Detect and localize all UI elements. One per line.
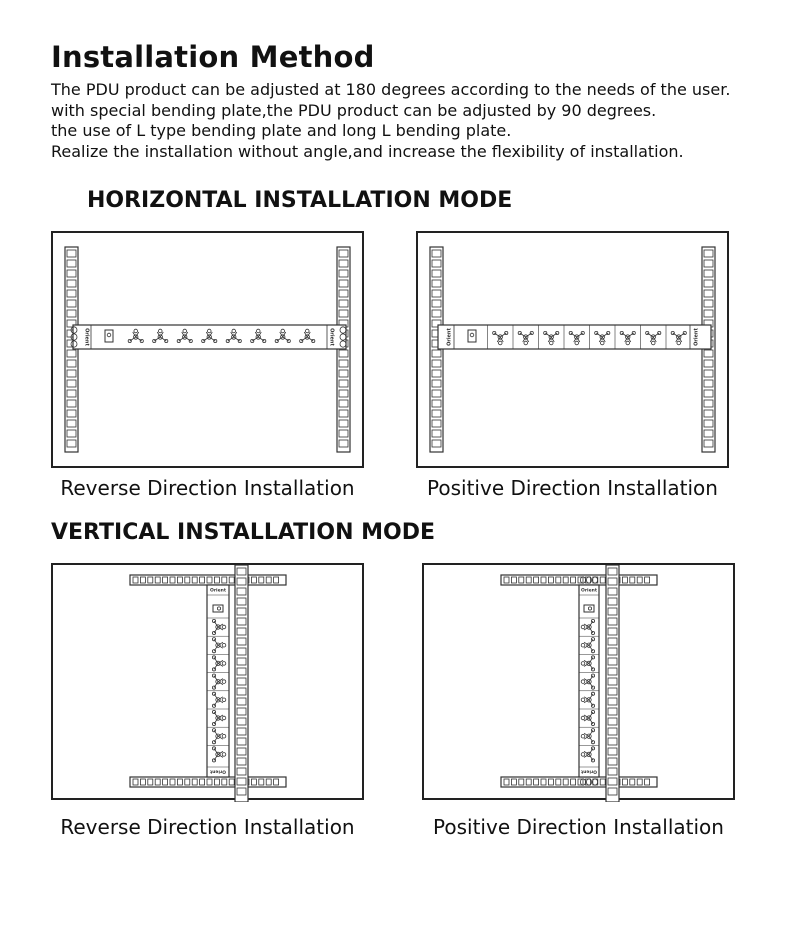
rail-hole — [704, 380, 713, 387]
rail-hole — [67, 350, 76, 357]
rail-hole — [67, 300, 76, 307]
rail-hole — [704, 370, 713, 377]
rail-hole — [339, 300, 348, 307]
rail-hole — [207, 577, 212, 583]
rail-hole — [237, 608, 246, 615]
rail-hole — [67, 390, 76, 397]
rail-hole — [339, 370, 348, 377]
rail-hole — [432, 310, 441, 317]
rail-hole — [222, 779, 227, 785]
rail-hole — [432, 290, 441, 297]
rail-hole — [251, 779, 256, 785]
rail-hole — [339, 360, 348, 367]
rail-hole — [140, 779, 145, 785]
rail-hole — [556, 577, 561, 583]
rail-hole — [600, 779, 605, 785]
rail-hole — [67, 380, 76, 387]
rail-hole — [608, 638, 617, 645]
rail-hole — [704, 440, 713, 447]
rail-hole — [185, 779, 190, 785]
rail-hole — [192, 779, 197, 785]
vertical-reverse-caption: Reverse Direction Installation — [60, 815, 355, 839]
rail-hole — [704, 390, 713, 397]
rail-hole — [432, 250, 441, 257]
rail-hole — [339, 290, 348, 297]
rail-hole — [704, 430, 713, 437]
rail-hole — [645, 779, 650, 785]
description-line-1: The PDU product can be adjusted at 180 degrees according to the needs of the user. — [51, 80, 731, 99]
rail-hole — [192, 577, 197, 583]
rail-hole — [608, 718, 617, 725]
brand-label: Orient — [581, 588, 597, 594]
brand-label: Orient — [210, 768, 226, 774]
rail-hole — [571, 779, 576, 785]
rail-hole — [214, 577, 219, 583]
rail-hole — [237, 638, 246, 645]
rail-hole — [237, 718, 246, 725]
rail-hole — [704, 360, 713, 367]
rail-hole — [704, 300, 713, 307]
rail-hole — [637, 577, 642, 583]
rail-hole — [237, 578, 246, 585]
horizontal-reverse-caption: Reverse Direction Installation — [60, 476, 355, 500]
rail-hole — [704, 260, 713, 267]
rail-hole — [222, 577, 227, 583]
rail-hole — [704, 310, 713, 317]
rail-hole — [339, 410, 348, 417]
rail-hole — [133, 779, 138, 785]
rail-hole — [432, 410, 441, 417]
horizontal-positive-drawing — [418, 233, 731, 470]
rail-hole — [339, 280, 348, 287]
rail-hole — [339, 400, 348, 407]
rail-hole — [237, 728, 246, 735]
rail-hole — [274, 779, 279, 785]
rail-hole — [608, 658, 617, 665]
rail-hole — [511, 577, 516, 583]
rail-hole — [704, 280, 713, 287]
rail-hole — [237, 758, 246, 765]
rail-hole — [140, 577, 145, 583]
power-switch-icon — [468, 330, 476, 342]
rail-hole — [170, 577, 175, 583]
rail-hole — [608, 598, 617, 605]
rail-hole — [148, 779, 153, 785]
rail-hole — [608, 708, 617, 715]
rail-hole — [200, 577, 205, 583]
rail-hole — [541, 577, 546, 583]
rail-hole — [67, 360, 76, 367]
rail-hole — [237, 688, 246, 695]
rail-hole — [207, 779, 212, 785]
rail-hole — [148, 577, 153, 583]
rail-hole — [67, 420, 76, 427]
rail-hole — [600, 577, 605, 583]
rail-hole — [432, 360, 441, 367]
rail-hole — [339, 310, 348, 317]
rail-hole — [534, 577, 539, 583]
rail-hole — [608, 778, 617, 785]
rail-hole — [67, 250, 76, 257]
horizontal-reverse-drawing — [53, 233, 366, 470]
rail-hole — [237, 708, 246, 715]
rail-hole — [519, 577, 524, 583]
horizontal-positive-diagram — [416, 231, 729, 468]
rail-hole — [67, 290, 76, 297]
rail-hole — [637, 779, 642, 785]
rail-hole — [608, 698, 617, 705]
rail-hole — [608, 668, 617, 675]
rail-hole — [432, 370, 441, 377]
rail-hole — [237, 738, 246, 745]
rail-hole — [704, 350, 713, 357]
rail-hole — [608, 688, 617, 695]
rail-hole — [704, 410, 713, 417]
rail-hole — [67, 260, 76, 267]
rail-hole — [229, 779, 234, 785]
rail-hole — [237, 748, 246, 755]
rail-hole — [630, 779, 635, 785]
rail-hole — [704, 250, 713, 257]
rail-hole — [704, 270, 713, 277]
vertical-positive-drawing — [424, 565, 737, 802]
vertical-reverse-drawing — [53, 565, 366, 802]
rail-hole — [155, 577, 160, 583]
rail-hole — [548, 577, 553, 583]
rail-hole — [163, 577, 168, 583]
rail-hole — [339, 270, 348, 277]
rail-hole — [511, 779, 516, 785]
rail-hole — [645, 577, 650, 583]
rail-hole — [432, 300, 441, 307]
rail-hole — [155, 779, 160, 785]
rail-hole — [339, 440, 348, 447]
rail-hole — [432, 440, 441, 447]
rail-hole — [67, 270, 76, 277]
rail-hole — [432, 430, 441, 437]
rail-hole — [237, 628, 246, 635]
rail-hole — [274, 577, 279, 583]
rail-hole — [200, 779, 205, 785]
rail-hole — [704, 290, 713, 297]
rail-hole — [548, 779, 553, 785]
rail-hole — [704, 420, 713, 427]
description-line-3: the use of L type bending plate and long L bending plate. — [51, 121, 512, 140]
rail-hole — [630, 577, 635, 583]
rail-hole — [541, 779, 546, 785]
rail-hole — [237, 678, 246, 685]
rail-hole — [339, 390, 348, 397]
rail-hole — [133, 577, 138, 583]
rail-hole — [163, 779, 168, 785]
rail-hole — [504, 577, 509, 583]
rail-hole — [237, 788, 246, 795]
power-switch-icon — [584, 605, 594, 612]
rail-hole — [229, 577, 234, 583]
rail-hole — [432, 270, 441, 277]
rail-hole — [622, 577, 627, 583]
rail-hole — [67, 370, 76, 377]
rail-hole — [608, 648, 617, 655]
power-switch-icon — [213, 605, 223, 612]
rail-hole — [608, 578, 617, 585]
rail-hole — [67, 310, 76, 317]
rail-hole — [339, 350, 348, 357]
rail-hole — [67, 400, 76, 407]
brand-label: Orient — [693, 328, 700, 346]
description — [51, 80, 730, 162]
rail-hole — [432, 350, 441, 357]
rail-hole — [608, 588, 617, 595]
rail-hole — [185, 577, 190, 583]
rail-hole — [608, 678, 617, 685]
rail-hole — [67, 440, 76, 447]
rail-hole — [237, 778, 246, 785]
rail-hole — [608, 618, 617, 625]
rail-hole — [339, 380, 348, 387]
rail-hole — [67, 280, 76, 287]
rail-hole — [526, 577, 531, 583]
rail-hole — [563, 577, 568, 583]
rail-hole — [177, 577, 182, 583]
rail-hole — [504, 779, 509, 785]
brand-label: Orient — [210, 588, 226, 594]
rail-hole — [608, 568, 617, 575]
horizontal-positive-caption: Positive Direction Installation — [427, 476, 718, 500]
rail-hole — [534, 779, 539, 785]
rail-hole — [266, 577, 271, 583]
brand-label: Orient — [581, 768, 597, 774]
rail-hole — [259, 577, 264, 583]
rail-hole — [432, 260, 441, 267]
rail-hole — [67, 430, 76, 437]
rail-hole — [556, 779, 561, 785]
rail-hole — [237, 768, 246, 775]
rail-hole — [237, 588, 246, 595]
rail-hole — [526, 779, 531, 785]
rail-hole — [237, 658, 246, 665]
description-line-2: with special bending plate,the PDU product can be adjusted by 90 degrees. — [51, 100, 657, 120]
brand-label: Orient — [83, 328, 90, 346]
page-title: Installation Method — [51, 40, 375, 74]
rail-hole — [608, 768, 617, 775]
brand-label: Orient — [328, 328, 335, 346]
rail-hole — [519, 779, 524, 785]
rail-hole — [608, 728, 617, 735]
vertical-reverse-diagram — [51, 563, 364, 800]
rail-hole — [608, 748, 617, 755]
rail-hole — [214, 779, 219, 785]
rail-hole — [339, 430, 348, 437]
rail-hole — [237, 648, 246, 655]
rail-hole — [237, 668, 246, 675]
rail-hole — [432, 280, 441, 287]
rail-hole — [622, 779, 627, 785]
rail-hole — [608, 628, 617, 635]
rail-hole — [170, 779, 175, 785]
vertical-positive-caption: Positive Direction Installation — [433, 815, 724, 839]
rail-hole — [339, 420, 348, 427]
rail-hole — [571, 577, 576, 583]
rail-hole — [704, 400, 713, 407]
rail-hole — [563, 779, 568, 785]
rail-hole — [67, 410, 76, 417]
rail-hole — [237, 598, 246, 605]
rail-hole — [266, 779, 271, 785]
rail-hole — [608, 788, 617, 795]
horizontal-reverse-diagram — [51, 231, 364, 468]
rail-hole — [237, 568, 246, 575]
horizontal-mode-heading: HORIZONTAL INSTALLATION MODE — [87, 188, 513, 213]
power-switch-icon — [105, 330, 113, 342]
rail-hole — [251, 577, 256, 583]
rail-hole — [608, 608, 617, 615]
description-line-4: Realize the installation without angle,and increase the flexibility of installation. — [51, 141, 684, 161]
vertical-positive-diagram — [422, 563, 735, 800]
vertical-mode-heading: VERTICAL INSTALLATION MODE — [51, 520, 436, 545]
rail-hole — [432, 380, 441, 387]
rail-hole — [339, 250, 348, 257]
rail-hole — [432, 400, 441, 407]
rail-hole — [608, 758, 617, 765]
rail-hole — [608, 738, 617, 745]
rail-hole — [237, 618, 246, 625]
rail-hole — [177, 779, 182, 785]
rail-hole — [432, 390, 441, 397]
rail-hole — [259, 779, 264, 785]
rail-hole — [432, 420, 441, 427]
rail-hole — [339, 260, 348, 267]
brand-label: Orient — [446, 328, 453, 346]
rail-hole — [237, 698, 246, 705]
